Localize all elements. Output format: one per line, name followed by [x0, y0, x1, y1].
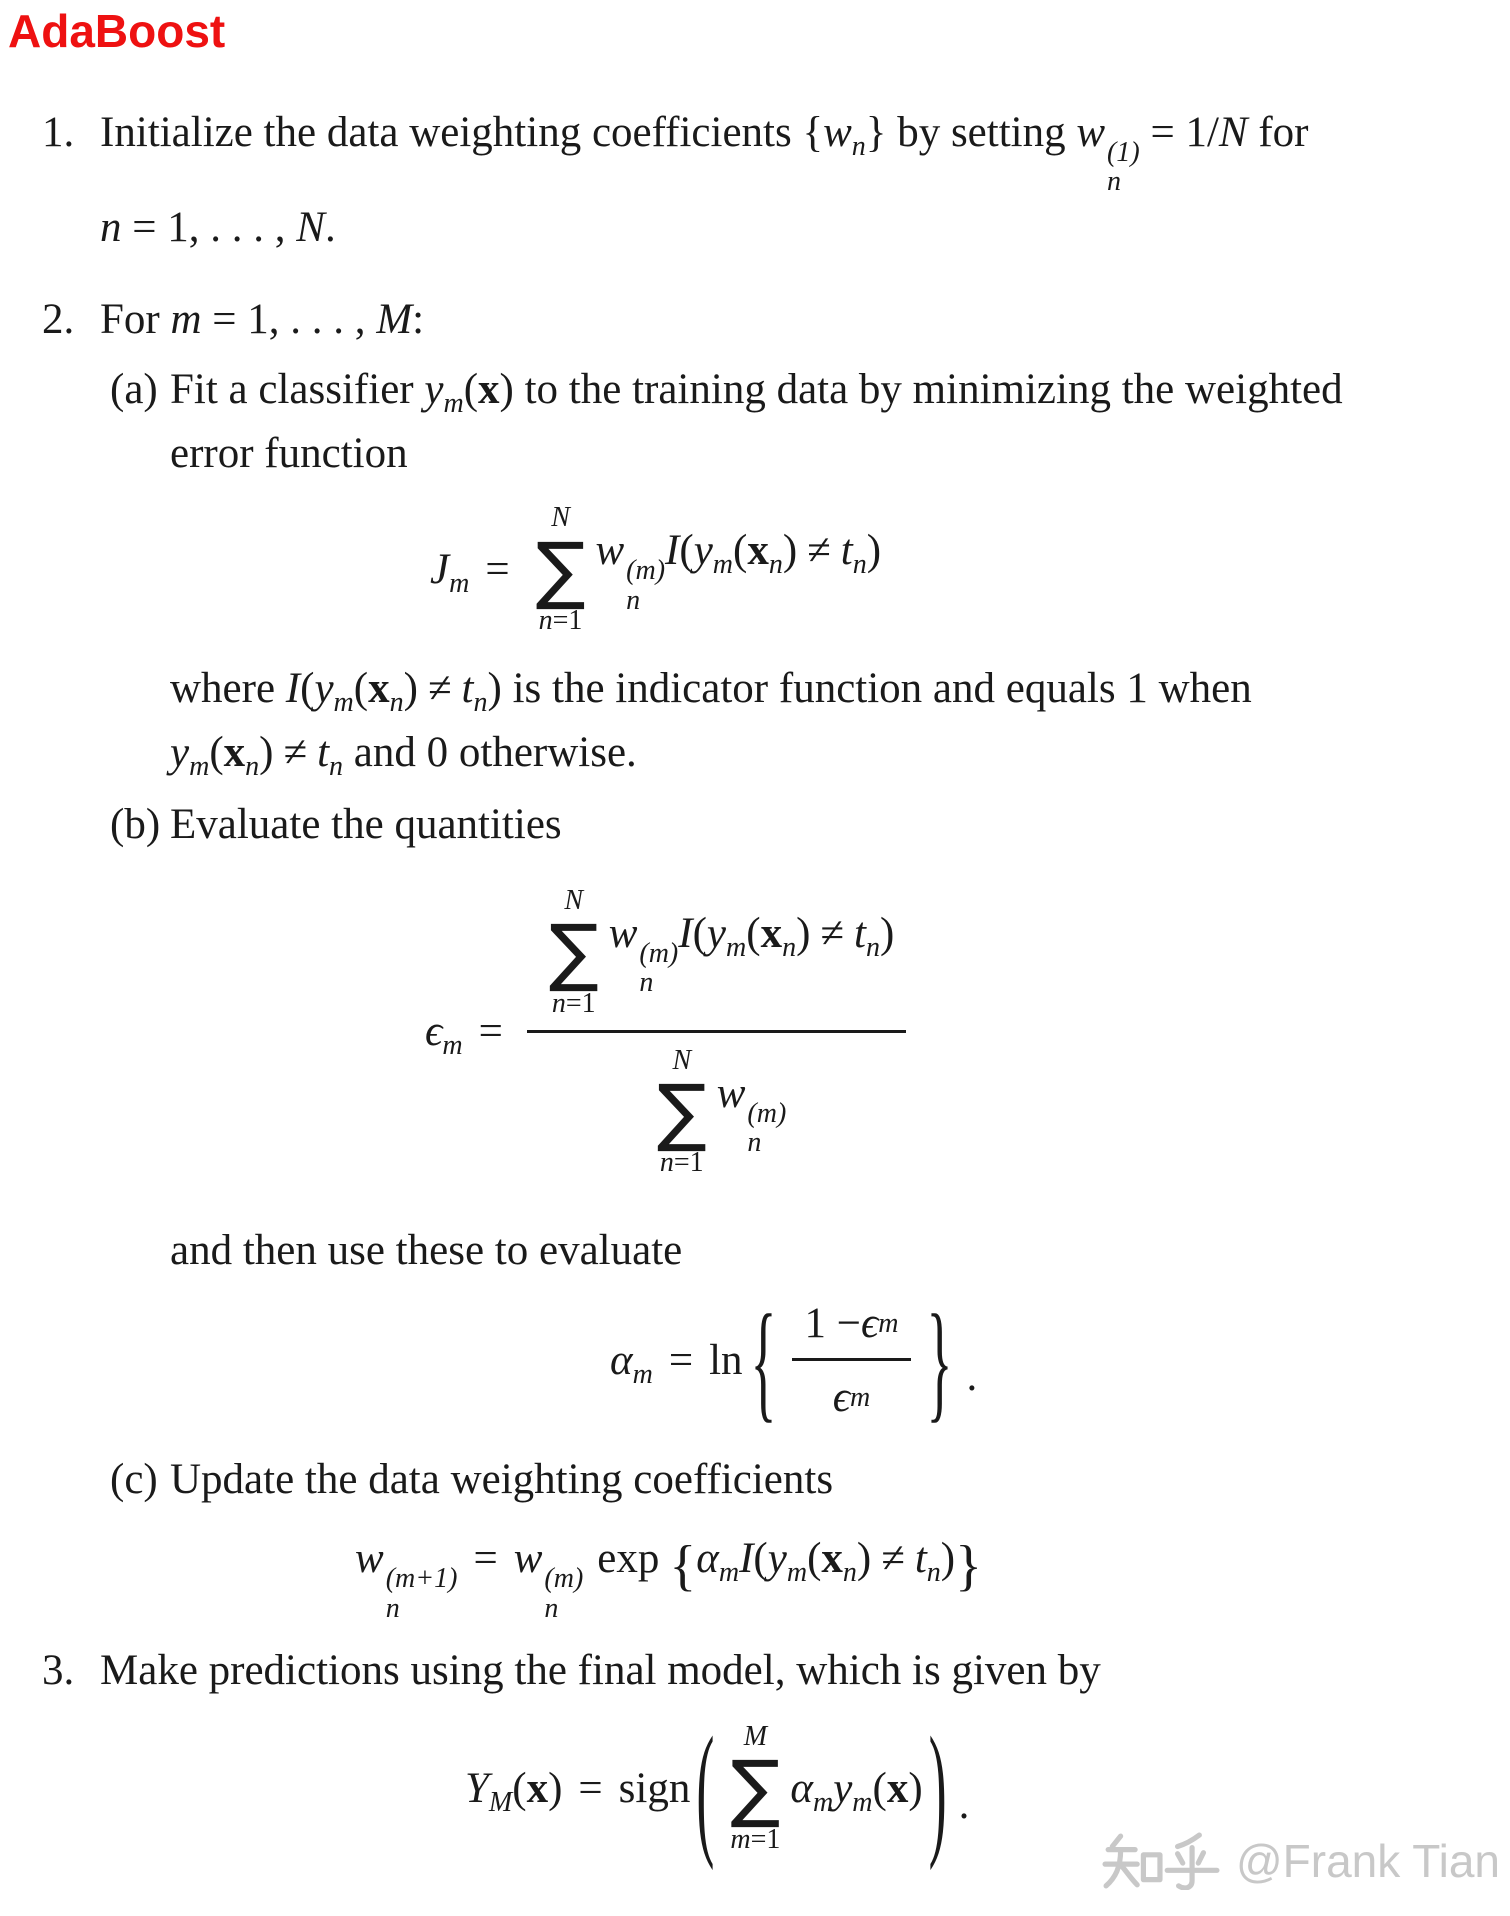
sigma-symbol: ∑ [730, 1745, 781, 1832]
math-row [717, 1067, 787, 1158]
math-subscript: m [718, 1557, 740, 1589]
math-var-bold: x [526, 1764, 549, 1812]
equals-sign: = [478, 1008, 503, 1056]
math-delimiter: ( [872, 1764, 887, 1812]
math-var: I [678, 909, 693, 957]
math-subscript: n [544, 1592, 559, 1624]
math-row [595, 524, 881, 615]
math-var: y [833, 1764, 853, 1812]
math-subscript: m [333, 687, 354, 719]
math-row [425, 1005, 519, 1062]
math-var-bold: x [223, 729, 246, 777]
sub-item-label: (c) [110, 1456, 158, 1504]
list-item-3 [42, 1639, 1490, 1703]
document-page [0, 6, 1510, 1916]
math-delimiter: ( [512, 1764, 527, 1812]
math-var: α [696, 1535, 719, 1583]
math-delimiter: ) [866, 527, 882, 575]
math-var: y [424, 366, 444, 414]
punctuation: . [324, 204, 336, 252]
text-segment: and then use these to evaluate [170, 1227, 683, 1275]
math-delimiter: ) [879, 909, 895, 957]
math-subscript: n [329, 751, 344, 783]
math-subscript: m [632, 1359, 653, 1391]
math-subscript: n [852, 549, 867, 581]
math-superscript: (m) [544, 1563, 584, 1595]
text-segment: Update the data weighting coefficients [170, 1456, 834, 1504]
math-operator: / [1206, 108, 1219, 156]
math-delimiter: ) [782, 527, 798, 575]
list-number: 1. [42, 108, 75, 156]
math-delimiter: ( [353, 665, 369, 713]
math-delimiter: ) [856, 1535, 872, 1583]
math-var: M [376, 296, 413, 344]
math-var: t [840, 527, 853, 575]
where-paragraph [170, 657, 1490, 785]
math-supsub [386, 1564, 458, 1623]
math-supsub [1107, 138, 1140, 197]
math-subscript: n [865, 931, 880, 963]
sigma-symbol: ∑ [656, 1068, 707, 1155]
sum-lower-limit [552, 988, 596, 1020]
math-subscript: m [852, 1786, 873, 1818]
sum-lower-limit [660, 1147, 704, 1179]
math-var: n [100, 204, 122, 252]
math-delimiter: ) [796, 909, 811, 957]
not-equal-sign: ≠ [820, 909, 845, 957]
sub-item-c [110, 1448, 1490, 1512]
not-equal-sign: ≠ [881, 1535, 905, 1583]
math-var: J [430, 545, 450, 593]
text-line [100, 101, 1490, 197]
math-delimiter: ( [753, 1535, 768, 1583]
text-line [170, 657, 1490, 721]
math-row [465, 1762, 690, 1816]
fraction-numerator [527, 885, 906, 1030]
math-subscript: n [1107, 165, 1122, 197]
math-subscript: m [189, 751, 210, 783]
text-line [170, 358, 1490, 422]
math-var: y [170, 729, 190, 777]
math-var: n [659, 1147, 674, 1179]
math-superscript: (m) [639, 937, 679, 969]
equals-sign: = [473, 1535, 498, 1583]
math-delimiter: ( [733, 527, 748, 575]
math-delimiter: ( [679, 527, 694, 575]
sum-upper-limit: M [743, 1721, 768, 1753]
list-item-2-body [100, 288, 1490, 352]
math-delimiter: ( [463, 366, 479, 414]
right-brace: } [955, 1535, 982, 1598]
equation-weight-update [355, 1532, 982, 1623]
math-subscript: n [473, 687, 488, 719]
text-segment: and 0 otherwise. [343, 729, 637, 777]
math-delimiter: ) [487, 665, 502, 713]
math-subscript: n [747, 1127, 762, 1159]
sum-lower-limit [730, 1824, 780, 1856]
text-segment: error function [170, 430, 408, 478]
text-line [170, 1448, 1490, 1512]
math-var: w [716, 1069, 746, 1117]
math-row [609, 907, 895, 998]
math-subscript: n [851, 130, 866, 162]
list-item-1-body [100, 101, 1490, 261]
summation [536, 502, 586, 637]
sum-upper-limit: N [672, 1044, 692, 1076]
math-var: I [665, 527, 680, 575]
math-var: Y [465, 1764, 489, 1812]
math-var: m [730, 1823, 751, 1855]
math-supsub [747, 1099, 786, 1158]
sigma-symbol: ∑ [535, 526, 586, 613]
left-brace: { [750, 1287, 777, 1435]
text-line [100, 1639, 1490, 1703]
equation-final-model [465, 1706, 970, 1871]
math-delimiter: ( [807, 1535, 822, 1583]
math-var: I [739, 1535, 754, 1583]
math-var: w [595, 527, 625, 575]
math-var: y [706, 909, 727, 957]
text-segment: is the indicator function and equals 1 when [501, 665, 1252, 713]
then-paragraph [170, 1219, 1490, 1283]
list-item-3-body [100, 1639, 1490, 1703]
math-subscript: n [389, 687, 404, 719]
not-equal-sign: ≠ [427, 665, 452, 713]
math-var-bold: x [368, 665, 390, 713]
math-var: α [790, 1764, 813, 1812]
math-var: ϵ [425, 1008, 443, 1056]
math-subscript: n [245, 751, 260, 783]
math-var: n [551, 987, 566, 1019]
text-segment: Make predictions using the final model, which is given by [100, 1647, 1101, 1695]
text-line [100, 288, 1490, 352]
equation-epsilon [425, 885, 914, 1179]
summation [549, 885, 599, 1020]
sum-lower-limit [539, 605, 583, 637]
text-segment: Evaluate the quantities [170, 801, 562, 849]
math-delimiter: } [865, 108, 887, 156]
math-var: n [538, 604, 553, 636]
math-var: w [513, 1535, 543, 1583]
math-var: ϵ [860, 1300, 879, 1348]
watermark [1102, 1832, 1500, 1890]
list-number: 2. [42, 296, 75, 344]
math-var-bold: x [747, 527, 769, 575]
math-operator: =1 [673, 1147, 704, 1179]
math-var: α [610, 1337, 633, 1385]
math-row [355, 1532, 982, 1623]
math-delimiter: ) [940, 1535, 956, 1583]
math-subscript: m [449, 567, 470, 599]
math-delimiter: { [802, 108, 824, 156]
math-operator: = 1 [1139, 108, 1207, 156]
right-brace: } [926, 1287, 953, 1435]
fraction-numerator: 1 − ϵ m [804, 1300, 899, 1348]
text-line [170, 793, 1490, 857]
math-operator: =1 [565, 987, 596, 1019]
watermark-handle: @Frank Tian [1235, 1835, 1500, 1887]
text-line [170, 721, 1490, 785]
punctuation: . [966, 1353, 978, 1401]
math-var: t [914, 1535, 927, 1583]
list-number: 3. [42, 1647, 75, 1695]
math-delimiter: ) [908, 1764, 923, 1812]
sub-item-label: (b) [110, 801, 161, 849]
right-paren: ) [928, 1706, 947, 1871]
math-delimiter: ) [259, 729, 274, 777]
fraction-denominator: ϵ m [792, 1358, 910, 1422]
math-var: t [854, 909, 866, 957]
math-var-bold: x [760, 909, 783, 957]
math-var: w [823, 108, 852, 156]
summation [730, 1721, 780, 1856]
math-subscript: m [726, 931, 747, 963]
text-segment: to the training data by minimizing the weighted [513, 366, 1343, 414]
math-var: N [1218, 108, 1248, 156]
math-subscript: n [639, 967, 654, 999]
math-row [790, 1762, 922, 1816]
math-var: I [285, 665, 301, 713]
math-subscript: m [812, 1786, 834, 1818]
text-segment: where [170, 665, 286, 713]
math-superscript: (1) [1107, 136, 1140, 168]
math-subscript: m [712, 549, 734, 581]
equation-alpha [610, 1287, 978, 1435]
left-brace: { [669, 1535, 697, 1598]
math-subscript: m [442, 1030, 463, 1062]
text-segment: Initialize the data weighting coefficients [100, 108, 803, 156]
math-var: t [317, 729, 330, 777]
list-item-1 [42, 101, 1490, 261]
math-subscript: n [768, 549, 783, 581]
sigma-symbol: ∑ [548, 909, 599, 996]
sub-item-a-body [170, 358, 1490, 486]
fraction-denominator [527, 1030, 906, 1180]
text-segment: for [1247, 108, 1309, 156]
math-var: y [314, 665, 334, 713]
math-superscript: (m+1) [385, 1563, 458, 1595]
math-subscript: n [782, 931, 797, 963]
sub-item-label: (a) [110, 366, 158, 414]
sub-item-b [110, 793, 1490, 857]
equals-sign: = [485, 545, 510, 593]
math-row [610, 1334, 743, 1391]
math-subscript: n [842, 1557, 857, 1589]
math-superscript: (m) [626, 555, 666, 587]
math-delimiter: ( [209, 729, 224, 777]
ln-operator: ln [709, 1337, 743, 1385]
text-segment: Fit a classifier [170, 366, 425, 414]
math-var-bold: x [478, 366, 500, 414]
math-supsub [639, 939, 678, 998]
math-subscript: n [926, 1557, 941, 1589]
sign-operator: sign [618, 1764, 691, 1812]
math-operator: = 1, . . . , [201, 296, 377, 344]
math-var: y [693, 527, 713, 575]
math-var: ϵ [832, 1374, 851, 1422]
math-subscript: m [786, 1557, 808, 1589]
math-supsub [626, 556, 665, 615]
punctuation: . [958, 1781, 970, 1828]
equals-sign: = [668, 1337, 694, 1385]
math-var: w [1076, 108, 1106, 156]
fraction [527, 885, 906, 1179]
math-var: w [355, 1535, 384, 1583]
zhihu-logo-text-icon [1102, 1832, 1220, 1890]
not-equal-sign: ≠ [283, 729, 308, 777]
math-subscript: m [443, 388, 464, 420]
math-var: w [608, 909, 638, 957]
math-operator: 1 − [804, 1300, 861, 1348]
sum-upper-limit: N [564, 885, 584, 917]
not-equal-sign: ≠ [807, 527, 831, 575]
math-superscript: (m) [747, 1097, 787, 1129]
text-segment: by setting [886, 108, 1077, 156]
sub-item-a [110, 358, 1490, 486]
equation-weighted-error [430, 502, 881, 637]
fraction [792, 1299, 910, 1422]
math-var-bold: x [886, 1764, 909, 1812]
math-delimiter: ) [403, 665, 418, 713]
text-segment: For [100, 296, 171, 344]
math-operator: = 1, . . . , [121, 204, 297, 252]
math-operator: =1 [750, 1823, 781, 1855]
math-var: t [461, 665, 474, 713]
exp-operator: exp [597, 1535, 660, 1583]
math-delimiter: ) [499, 366, 514, 414]
text-line [170, 422, 1490, 486]
math-var: y [767, 1535, 787, 1583]
equals-sign: = [578, 1764, 603, 1812]
text-line [170, 1219, 1490, 1283]
page-title: AdaBoost [8, 5, 226, 57]
math-operator: =1 [552, 604, 583, 636]
left-paren: ( [696, 1706, 715, 1871]
math-delimiter: ( [300, 665, 315, 713]
punctuation: : [412, 296, 425, 344]
math-delimiter: ) [548, 1764, 563, 1812]
sub-item-c-body [170, 1448, 1490, 1512]
math-var-bold: x [821, 1535, 843, 1583]
math-subscript: n [626, 584, 641, 616]
math-var: N [296, 204, 325, 252]
math-row [430, 543, 526, 597]
sum-upper-limit: N [551, 502, 570, 534]
math-subscript: M [488, 1786, 513, 1818]
math-supsub [544, 1564, 583, 1623]
summation [657, 1045, 707, 1180]
math-delimiter: ( [746, 909, 761, 957]
sub-item-b-body [170, 793, 1490, 857]
list-item-2 [42, 288, 1490, 352]
math-subscript: n [385, 1592, 400, 1624]
text-line [100, 196, 1490, 260]
math-delimiter: ( [692, 909, 707, 957]
math-var: m [170, 296, 202, 344]
